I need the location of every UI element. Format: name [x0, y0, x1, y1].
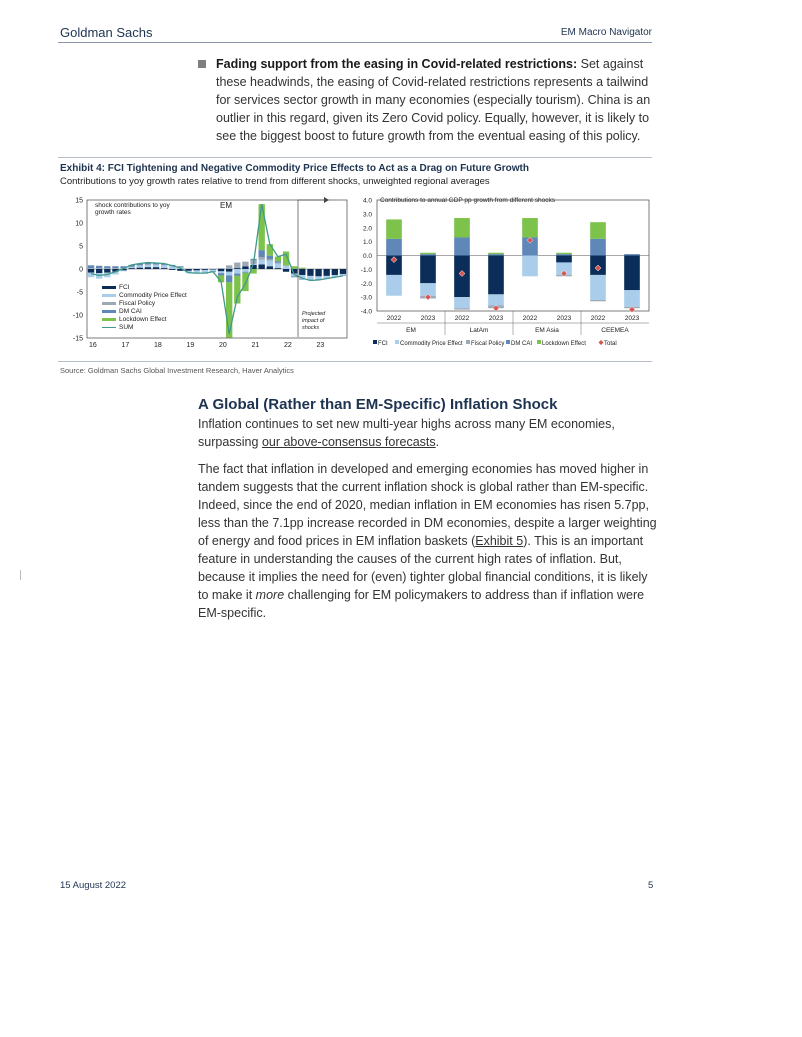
gdp-legend-label: FCI — [378, 341, 388, 347]
em-bar-fci — [324, 269, 330, 276]
em-bar-fci — [226, 269, 232, 272]
legend-swatch-commodity — [395, 340, 399, 344]
gdp-bar-dmcai — [590, 239, 606, 256]
em-bar-fci — [242, 266, 248, 269]
gdp-bar-fci — [556, 256, 572, 263]
exhibit-subtitle: Contributions to yoy growth rates relative to trend from different shocks, unweighted regional averages — [60, 176, 490, 187]
em-bar-fci — [96, 269, 102, 273]
em-bar-lockdown — [259, 204, 265, 250]
legend-commodity: Commodity Price Effect — [102, 292, 187, 299]
gdp-bar-fci — [420, 256, 436, 284]
em-bar-dmcai — [96, 266, 102, 268]
bullet-text: Set against these headwinds, the easing of Covid-related restrictions represents a tailwind for services sector growth in many economies (especially tourism). China is an outlier in this regard, given its Zero Covid policy. Equally, however, it is likely to see the biggest boost to future growth from the eventual easing of this policy. — [216, 57, 651, 143]
gdp-bar-commodity — [488, 294, 504, 305]
legend-swatch-lockdown — [537, 340, 541, 344]
em-ytick-label: -15 — [72, 335, 83, 343]
em-bar-fiscal — [267, 259, 273, 260]
em-bar-fiscal — [226, 265, 232, 269]
gdp-bar-commodity — [624, 290, 640, 307]
exhibit-5-link[interactable]: Exhibit 5 — [475, 534, 524, 548]
em-bar-fiscal — [104, 268, 110, 269]
em-bar-fiscal — [275, 263, 281, 264]
legend-swatch-fiscal — [466, 340, 470, 344]
em-bar-commodity — [275, 263, 281, 268]
gdp-group-label: LatAm — [469, 327, 489, 334]
p2-text-b: ). This is an important feature in understanding the causes of the current high rates of inflation. But, because it implies the need for (even) tighter global financial conditions, it is likely to make it — [198, 534, 648, 602]
p2-emphasis: more — [255, 588, 285, 602]
p1-text: Inflation continues to set new multi-year highs across many EM economies, surpassing — [198, 417, 615, 449]
gdp-year-label: 2022 — [590, 315, 606, 322]
section-paragraph-1 — [198, 415, 658, 451]
page-number: 5 — [648, 880, 654, 891]
em-bar-fci — [202, 269, 208, 270]
em-bar-fiscal — [88, 268, 94, 269]
gdp-legend-label: Fiscal Policy — [471, 341, 505, 347]
gdp-group-label: EM — [406, 327, 416, 334]
exhibit-bottom-rule — [58, 361, 652, 362]
gdp-ytick-label: -2.0 — [360, 280, 372, 288]
bullet-paragraph — [216, 55, 656, 145]
em-bar-fiscal — [283, 265, 289, 266]
gdp-bar-lockdown — [420, 253, 436, 254]
em-bar-dmcai — [104, 266, 110, 268]
gdp-year-label: 2023 — [488, 315, 504, 322]
legend-lockdown: Lockdown Effect — [102, 316, 167, 323]
footer-date: 15 August 2022 — [60, 880, 127, 891]
em-bar-fci — [145, 267, 151, 269]
em-bar-fci — [161, 268, 167, 269]
gdp-bar-commodity — [522, 256, 538, 277]
em-ytick-label: 10 — [75, 220, 83, 228]
em-bar-dmcai — [234, 274, 240, 276]
em-chart-title: EM — [220, 201, 232, 210]
gdp-year-label: 2023 — [420, 315, 436, 322]
gdp-ytick-label: 0.0 — [362, 253, 372, 260]
em-xtick-label: 17 — [121, 342, 130, 349]
gdp-bar-dmcai — [420, 254, 436, 255]
em-bar-fci — [275, 268, 281, 269]
gdp-ytick-label: 3.0 — [362, 211, 372, 219]
gdp-ytick-label: -3.0 — [360, 294, 372, 302]
gdp-bar-lockdown — [522, 218, 538, 237]
em-bar-fci — [153, 267, 159, 269]
em-bar-commodity — [242, 269, 248, 272]
margin-mark — [20, 570, 21, 580]
em-xtick-label: 19 — [186, 342, 195, 349]
em-bar-fci — [129, 268, 135, 269]
legend-swatch-dmcai — [506, 340, 510, 344]
gdp-year-label: 2022 — [386, 315, 402, 322]
gdp-bar-dmcai — [556, 254, 572, 255]
gdp-year-label: 2023 — [624, 315, 640, 322]
gdp-chart-xlabels — [377, 311, 649, 335]
em-xtick-label: 22 — [284, 342, 292, 349]
em-bar-fci — [299, 269, 305, 275]
gdp-ytick-label: -1.0 — [360, 266, 372, 274]
gdp-bar-dmcai — [386, 239, 402, 256]
legend-total-marker — [599, 340, 604, 345]
gdp-year-label: 2022 — [522, 315, 538, 322]
em-bar-fci — [267, 266, 273, 269]
em-xtick-label: 20 — [219, 342, 227, 349]
exhibit-title: Exhibit 4: FCI Tightening and Negative Commodity Price Effects to Act as a Drag on Future Growth — [60, 163, 529, 174]
em-ytick-label: 0 — [79, 266, 83, 274]
em-bar-commodity — [129, 267, 135, 268]
em-bar-dmcai — [218, 273, 224, 275]
gdp-bar-fiscal — [454, 308, 470, 309]
em-bar-dmcai — [291, 276, 297, 277]
em-bar-commodity — [226, 272, 232, 276]
em-bar-dmcai — [275, 261, 281, 262]
header-brand: Goldman Sachs — [60, 25, 153, 40]
em-bar-fci — [307, 269, 313, 276]
em-bar-commodity — [307, 276, 313, 280]
exhibit-top-rule — [58, 157, 652, 158]
gdp-bar-lockdown — [590, 222, 606, 239]
em-bar-lockdown — [267, 244, 273, 256]
gdp-ytick-label: -4.0 — [360, 308, 372, 316]
section-paragraph-2 — [198, 460, 658, 622]
exhibit-source: Source: Goldman Sachs Global Investment Research, Haver Analytics — [60, 366, 294, 375]
em-bar-fci — [194, 269, 200, 270]
gdp-bar-lockdown — [556, 253, 572, 254]
bullet-square-icon — [198, 60, 206, 68]
gdp-bar-commodity — [590, 275, 606, 300]
em-bar-fci — [283, 269, 289, 272]
em-ytick-label: -10 — [72, 312, 83, 320]
em-ytick-label: -5 — [76, 289, 83, 297]
em-bar-fci — [218, 269, 224, 271]
gdp-bar-dmcai — [624, 254, 640, 255]
em-bar-commodity — [145, 265, 151, 267]
em-bar-fiscal — [259, 257, 265, 260]
gdp-group-label: EM Asia — [535, 327, 559, 334]
gdp-group-label: CEEMEA — [601, 327, 629, 334]
em-bar-commodity — [340, 274, 346, 275]
em-bar-commodity — [210, 269, 216, 271]
em-bar-commodity — [267, 261, 273, 267]
em-bar-fci — [169, 269, 175, 270]
em-chart-ylabel: shock contributions to yoy — [95, 202, 170, 209]
em-bar-fci — [340, 269, 346, 274]
header-publication: EM Macro Navigator — [560, 27, 652, 38]
p2-text-a: The fact that inflation in developed and emerging economies has moved higher in tandem suggests that the current inflation shock is global rather than EM-specific. Indeed, since the end of 2020, median inflation in EM economies has risen 5.7pp, less than the 7.1pp increase recorded in DM economies, despite a larger weighting of energy and food prices in EM inflation baskets ( — [198, 462, 657, 548]
gdp-year-label: 2023 — [556, 315, 572, 322]
gdp-year-label: 2022 — [454, 315, 470, 322]
gdp-bar-dmcai — [454, 237, 470, 255]
em-bar-lockdown — [226, 282, 232, 337]
gdp-legend-label: Lockdown Effect — [542, 341, 586, 347]
em-bar-commodity — [161, 265, 167, 268]
annual-gdp-chart — [355, 192, 652, 352]
em-bar-fci — [332, 269, 338, 275]
gdp-bar-lockdown — [386, 219, 402, 238]
header-divider — [58, 42, 652, 43]
em-bar-fiscal — [112, 268, 118, 269]
em-bar-commodity — [259, 260, 265, 265]
em-xtick-label: 16 — [89, 342, 97, 349]
projection-annotation-2: impact of — [302, 318, 325, 324]
legend-fci: FCI — [102, 284, 129, 291]
gdp-legend-label: Total — [604, 341, 617, 347]
em-chart-legend — [102, 284, 212, 334]
legend-fiscal: Fiscal Policy — [102, 300, 155, 307]
forecasts-link[interactable]: our above-consensus forecasts — [261, 435, 436, 449]
em-bar-commodity — [283, 266, 289, 269]
legend-dmcai: DM CAI — [102, 308, 142, 315]
gdp-ytick-label: 1.0 — [362, 239, 372, 247]
em-bar-commodity — [88, 273, 94, 278]
gdp-chart-legend — [373, 340, 617, 347]
em-bar-fci — [259, 264, 265, 269]
gdp-bar-commodity — [386, 275, 402, 296]
p2-text-c: challenging for EM policymakers to address than if inflation were EM-specific. — [198, 588, 645, 620]
em-bar-fiscal — [218, 268, 224, 269]
gdp-bar-commodity — [454, 297, 470, 308]
em-bar-dmcai — [112, 266, 118, 268]
em-bar-commodity — [315, 276, 321, 279]
em-chart-ylabel-2: growth rates — [95, 209, 131, 216]
em-bar-dmcai — [88, 265, 94, 268]
projection-arrow-icon — [324, 197, 329, 203]
em-bar-fci — [137, 268, 143, 269]
em-xtick-label: 18 — [154, 342, 162, 349]
em-xtick-label: 23 — [316, 342, 325, 349]
em-bar-fiscal — [242, 262, 248, 267]
em-bar-dmcai — [242, 272, 248, 273]
gdp-ytick-label: 4.0 — [362, 197, 372, 205]
em-bar-dmcai — [226, 275, 232, 282]
p1-suffix: . — [435, 435, 440, 449]
em-bar-fci — [234, 268, 240, 269]
em-bar-commodity — [234, 269, 240, 274]
em-bar-fci — [88, 269, 94, 273]
em-xtick-label: 21 — [251, 342, 260, 349]
bullet-heading: Fading support from the easing in Covid-related restrictions: — [216, 57, 578, 71]
em-bar-commodity — [120, 270, 126, 271]
em-ytick-label: 15 — [75, 197, 83, 205]
em-bar-dmcai — [267, 256, 273, 260]
em-bar-lockdown — [275, 257, 281, 262]
gdp-bar-dmcai — [488, 254, 504, 255]
gdp-chart-bars — [386, 218, 640, 310]
section-heading: A Global (Rather than EM-Specific) Inflation Shock — [198, 396, 558, 413]
em-bar-commodity — [153, 265, 159, 267]
em-bar-fci — [185, 269, 191, 271]
gdp-bar-fci — [624, 256, 640, 291]
legend-sum: SUM — [102, 324, 133, 331]
gdp-ytick-label: 2.0 — [362, 225, 372, 233]
em-ytick-label: 5 — [79, 243, 83, 251]
gdp-bar-lockdown — [454, 218, 470, 237]
em-bar-commodity — [137, 266, 143, 268]
em-bar-fiscal — [234, 263, 240, 269]
em-bar-fci — [315, 269, 321, 276]
em-bar-dmcai — [259, 250, 265, 257]
gdp-legend-label: DM CAI — [511, 341, 532, 347]
em-bar-fci — [104, 269, 110, 273]
projection-annotation-1: Projected — [302, 311, 326, 317]
em-bar-commodity — [218, 271, 224, 273]
em-bar-fiscal — [96, 268, 102, 269]
projection-annotation-3: shocks — [302, 325, 320, 331]
em-bar-lockdown — [299, 268, 305, 269]
gdp-bar-fiscal — [590, 300, 606, 301]
gdp-chart-title: Contributions to annual GDP pp growth from different shocks — [380, 197, 555, 204]
gdp-bar-fci — [488, 256, 504, 295]
legend-swatch-fci — [373, 340, 377, 344]
gdp-legend-label: Commodity Price Effect — [400, 341, 463, 347]
gdp-bar-lockdown — [488, 253, 504, 254]
